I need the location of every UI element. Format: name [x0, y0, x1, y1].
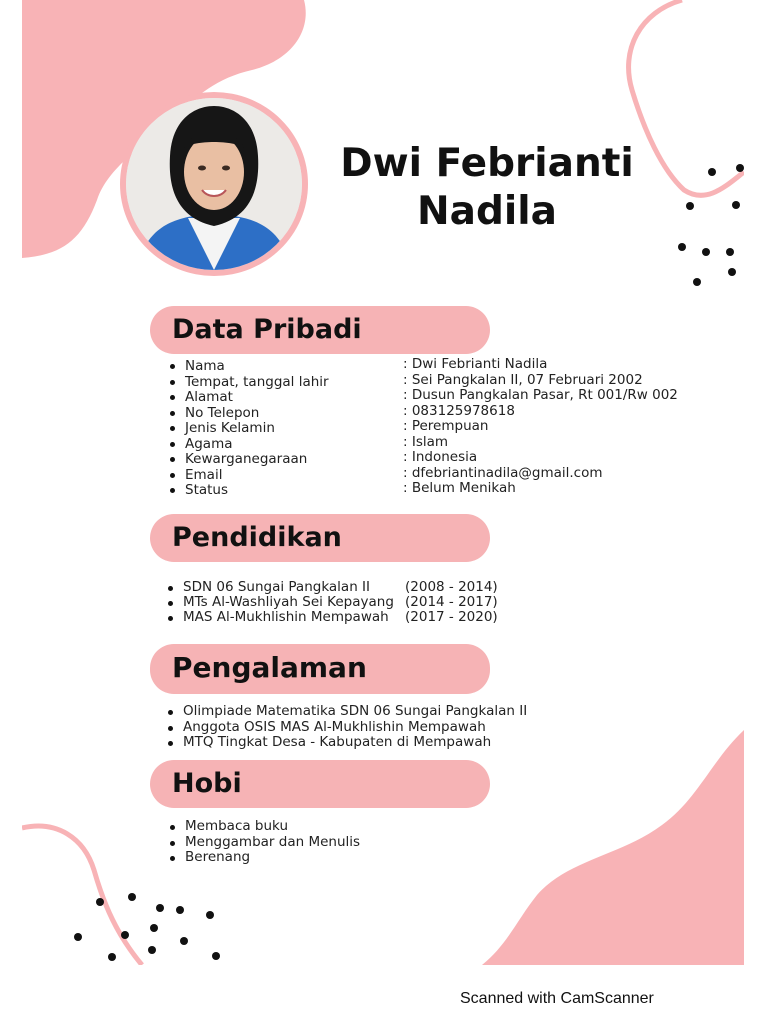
field-label: Kewarganegaraan: [185, 451, 308, 467]
field-value: : Dusun Pangkalan Pasar, Rt 001/Rw 002: [403, 387, 678, 403]
bullet-icon: [170, 364, 175, 369]
school-name: MTs Al-Washliyah Sei Kepayang: [183, 594, 394, 610]
bullet-icon: [168, 616, 173, 621]
list-item: [185, 356, 548, 374]
bullet-icon: [168, 741, 173, 746]
field-value: : Perempuan: [403, 418, 489, 434]
person-photo-icon: [126, 98, 302, 270]
list-item: [185, 480, 516, 498]
bullet-icon: [170, 856, 175, 861]
list-item: [185, 371, 643, 390]
list-item: [185, 449, 478, 467]
list-item: [185, 850, 360, 866]
list-item: [185, 835, 360, 851]
hobby-text: Menggambar dan Menulis: [185, 833, 361, 850]
bullet-icon: [170, 488, 175, 493]
section-title-education: Pendidikan: [150, 514, 490, 562]
field-label: Status: [185, 482, 229, 498]
list-item: [185, 433, 449, 452]
resume-page: [22, 0, 744, 965]
list-item: [183, 609, 498, 625]
school-period: (2017 - 2020): [405, 609, 498, 625]
list-item: [183, 720, 527, 736]
field-label: Tempat, tanggal lahir: [185, 373, 329, 390]
section-title-experience: Pengalaman: [150, 644, 490, 694]
field-value: : Belum Menikah: [403, 480, 516, 496]
experience-text: Olimpiade Matematika SDN 06 Sungai Pangkalan II: [183, 703, 528, 719]
scanner-watermark: Scanned with CamScanner: [460, 990, 654, 1007]
bullet-icon: [170, 473, 175, 478]
bullet-icon: [170, 395, 175, 400]
hobby-text: Berenang: [185, 849, 251, 865]
bullet-icon: [168, 601, 173, 606]
field-value: : 083125978618: [403, 402, 515, 419]
bullet-icon: [170, 841, 175, 846]
school-period: (2014 - 2017): [405, 594, 498, 610]
experience-list: [183, 704, 527, 751]
list-item: [183, 735, 527, 751]
person-name-line-2: Nadila: [417, 189, 557, 234]
list-item: [183, 579, 498, 595]
list-item: [185, 402, 515, 421]
school-name: MAS Al-Mukhlishin Mempawah: [183, 609, 389, 625]
field-label: Alamat: [185, 389, 233, 405]
section-title-hobbies: Hobi: [150, 760, 490, 808]
person-name: [322, 140, 652, 236]
school-name: SDN 06 Sungai Pangkalan II: [183, 579, 371, 595]
list-item: [183, 594, 498, 610]
list-item: [185, 819, 360, 835]
bullet-icon: [170, 426, 175, 431]
list-item: [183, 704, 527, 720]
field-value: : Indonesia: [403, 449, 478, 465]
bullet-icon: [170, 380, 175, 385]
school-period: (2008 - 2014): [405, 579, 498, 595]
bullet-icon: [168, 726, 173, 731]
experience-text: Anggota OSIS MAS Al-Mukhlishin Mempawah: [183, 718, 486, 735]
hobby-text: Membaca buku: [185, 818, 289, 834]
bullet-icon: [170, 457, 175, 462]
field-label: Nama: [185, 358, 225, 374]
field-label: Agama: [185, 435, 233, 452]
experience-text: MTQ Tingkat Desa - Kabupaten di Mempawah: [183, 734, 492, 750]
field-value: : Sei Pangkalan II, 07 Februari 2002: [403, 371, 643, 388]
field-value: : dfebriantinadila@gmail.com: [403, 464, 603, 481]
section-title-personal: Data Pribadi: [150, 306, 490, 354]
bullet-icon: [170, 825, 175, 830]
list-item: [185, 464, 603, 483]
field-label: Jenis Kelamin: [185, 420, 275, 436]
profile-photo: [120, 92, 308, 276]
hobbies-list: [185, 819, 360, 866]
bullet-icon: [170, 442, 175, 447]
bullet-icon: [168, 710, 173, 715]
field-value: : Dwi Febrianti Nadila: [403, 356, 548, 372]
person-name-line-1: Dwi Febrianti: [340, 141, 634, 186]
bullet-icon: [170, 411, 175, 416]
list-item: [185, 387, 678, 405]
education-list: [183, 579, 498, 625]
field-value: : Islam: [403, 433, 449, 450]
field-label: No Telepon: [185, 404, 260, 421]
personal-info-list: [185, 356, 678, 498]
list-item: [185, 418, 489, 436]
field-label: Email: [185, 466, 223, 483]
bullet-icon: [168, 586, 173, 591]
